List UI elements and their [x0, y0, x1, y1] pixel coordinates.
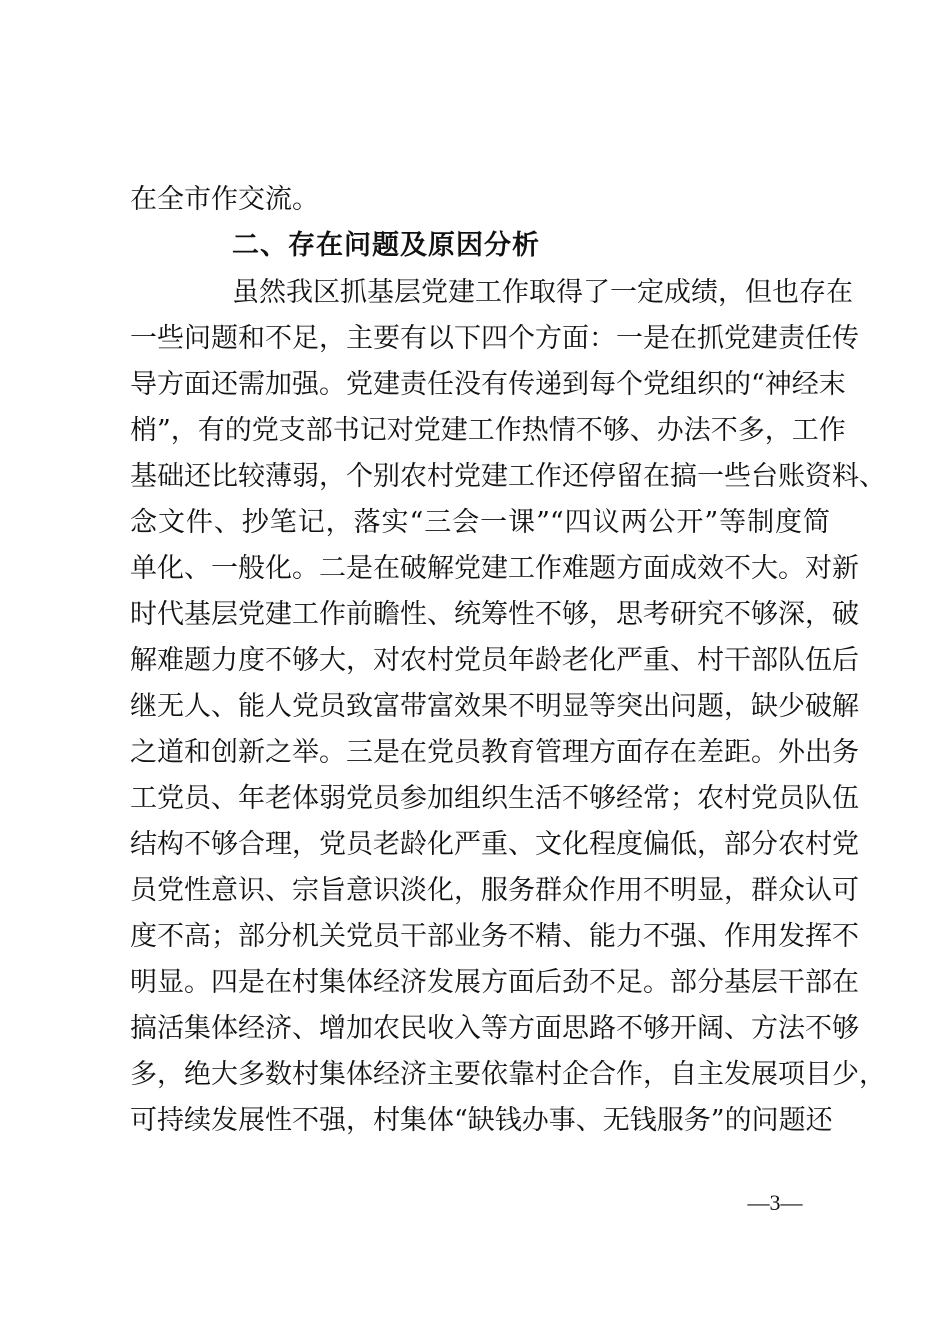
page-number: —3—	[747, 1190, 803, 1215]
paragraph-line: 可持续发展性不强，村集体“缺钱办事、无钱服务”的问题还	[130, 1105, 833, 1136]
lead-line: 在全市作交流。	[130, 184, 319, 215]
paragraph-line: 虽然我区抓基层党建工作取得了一定成绩，但也存在	[232, 277, 853, 308]
paragraph-line: 念文件、抄笔记，落实“三会一课”“四议两公开”等制度简	[130, 507, 830, 538]
paragraph-line: 多，绝大多数村集体经济主要依靠村企合作，自主发展项目少，	[130, 1059, 886, 1090]
paragraph-line: 时代基层党建工作前瞻性、统筹性不够，思考研究不够深，破	[130, 599, 859, 630]
paragraph-line: 之道和创新之举。三是在党员教育管理方面存在差距。外出务	[130, 737, 859, 768]
paragraph-line: 一些问题和不足，主要有以下四个方面：一是在抓党建责任传	[130, 323, 859, 354]
paragraph-line: 单化、一般化。二是在破解党建工作难题方面成效不大。对新	[130, 553, 859, 584]
paragraph-line: 结构不够合理，党员老龄化严重、文化程度偏低，部分农村党	[130, 829, 859, 860]
paragraph-line: 基础还比较薄弱，个别农村党建工作还停留在搞一些台账资料、	[130, 461, 886, 492]
paragraph-line: 导方面还需加强。党建责任没有传递到每个党组织的“神经末	[130, 369, 846, 400]
paragraph-line: 继无人、能人党员致富带富效果不明显等突出问题，缺少破解	[130, 691, 859, 722]
paragraph-line: 明显。四是在村集体经济发展方面后劲不足。部分基层干部在	[130, 967, 859, 998]
paragraph-line: 解难题力度不够大，对农村党员年龄老化严重、村干部队伍后	[130, 645, 859, 676]
paragraph-line: 梢”，有的党支部书记对党建工作热情不够、办法不多，工作	[130, 415, 846, 446]
paragraph-line: 搞活集体经济、增加农民收入等方面思路不够开阔、方法不够	[130, 1013, 859, 1044]
paragraph-line: 工党员、年老体弱党员参加组织生活不够经常；农村党员队伍	[130, 783, 859, 814]
paragraph-line: 度不高；部分机关党员干部业务不精、能力不强、作用发挥不	[130, 921, 859, 952]
section-heading: 二、存在问题及原因分析	[232, 230, 540, 261]
paragraph-line: 员党性意识、宗旨意识淡化，服务群众作用不明显，群众认可	[130, 875, 859, 906]
